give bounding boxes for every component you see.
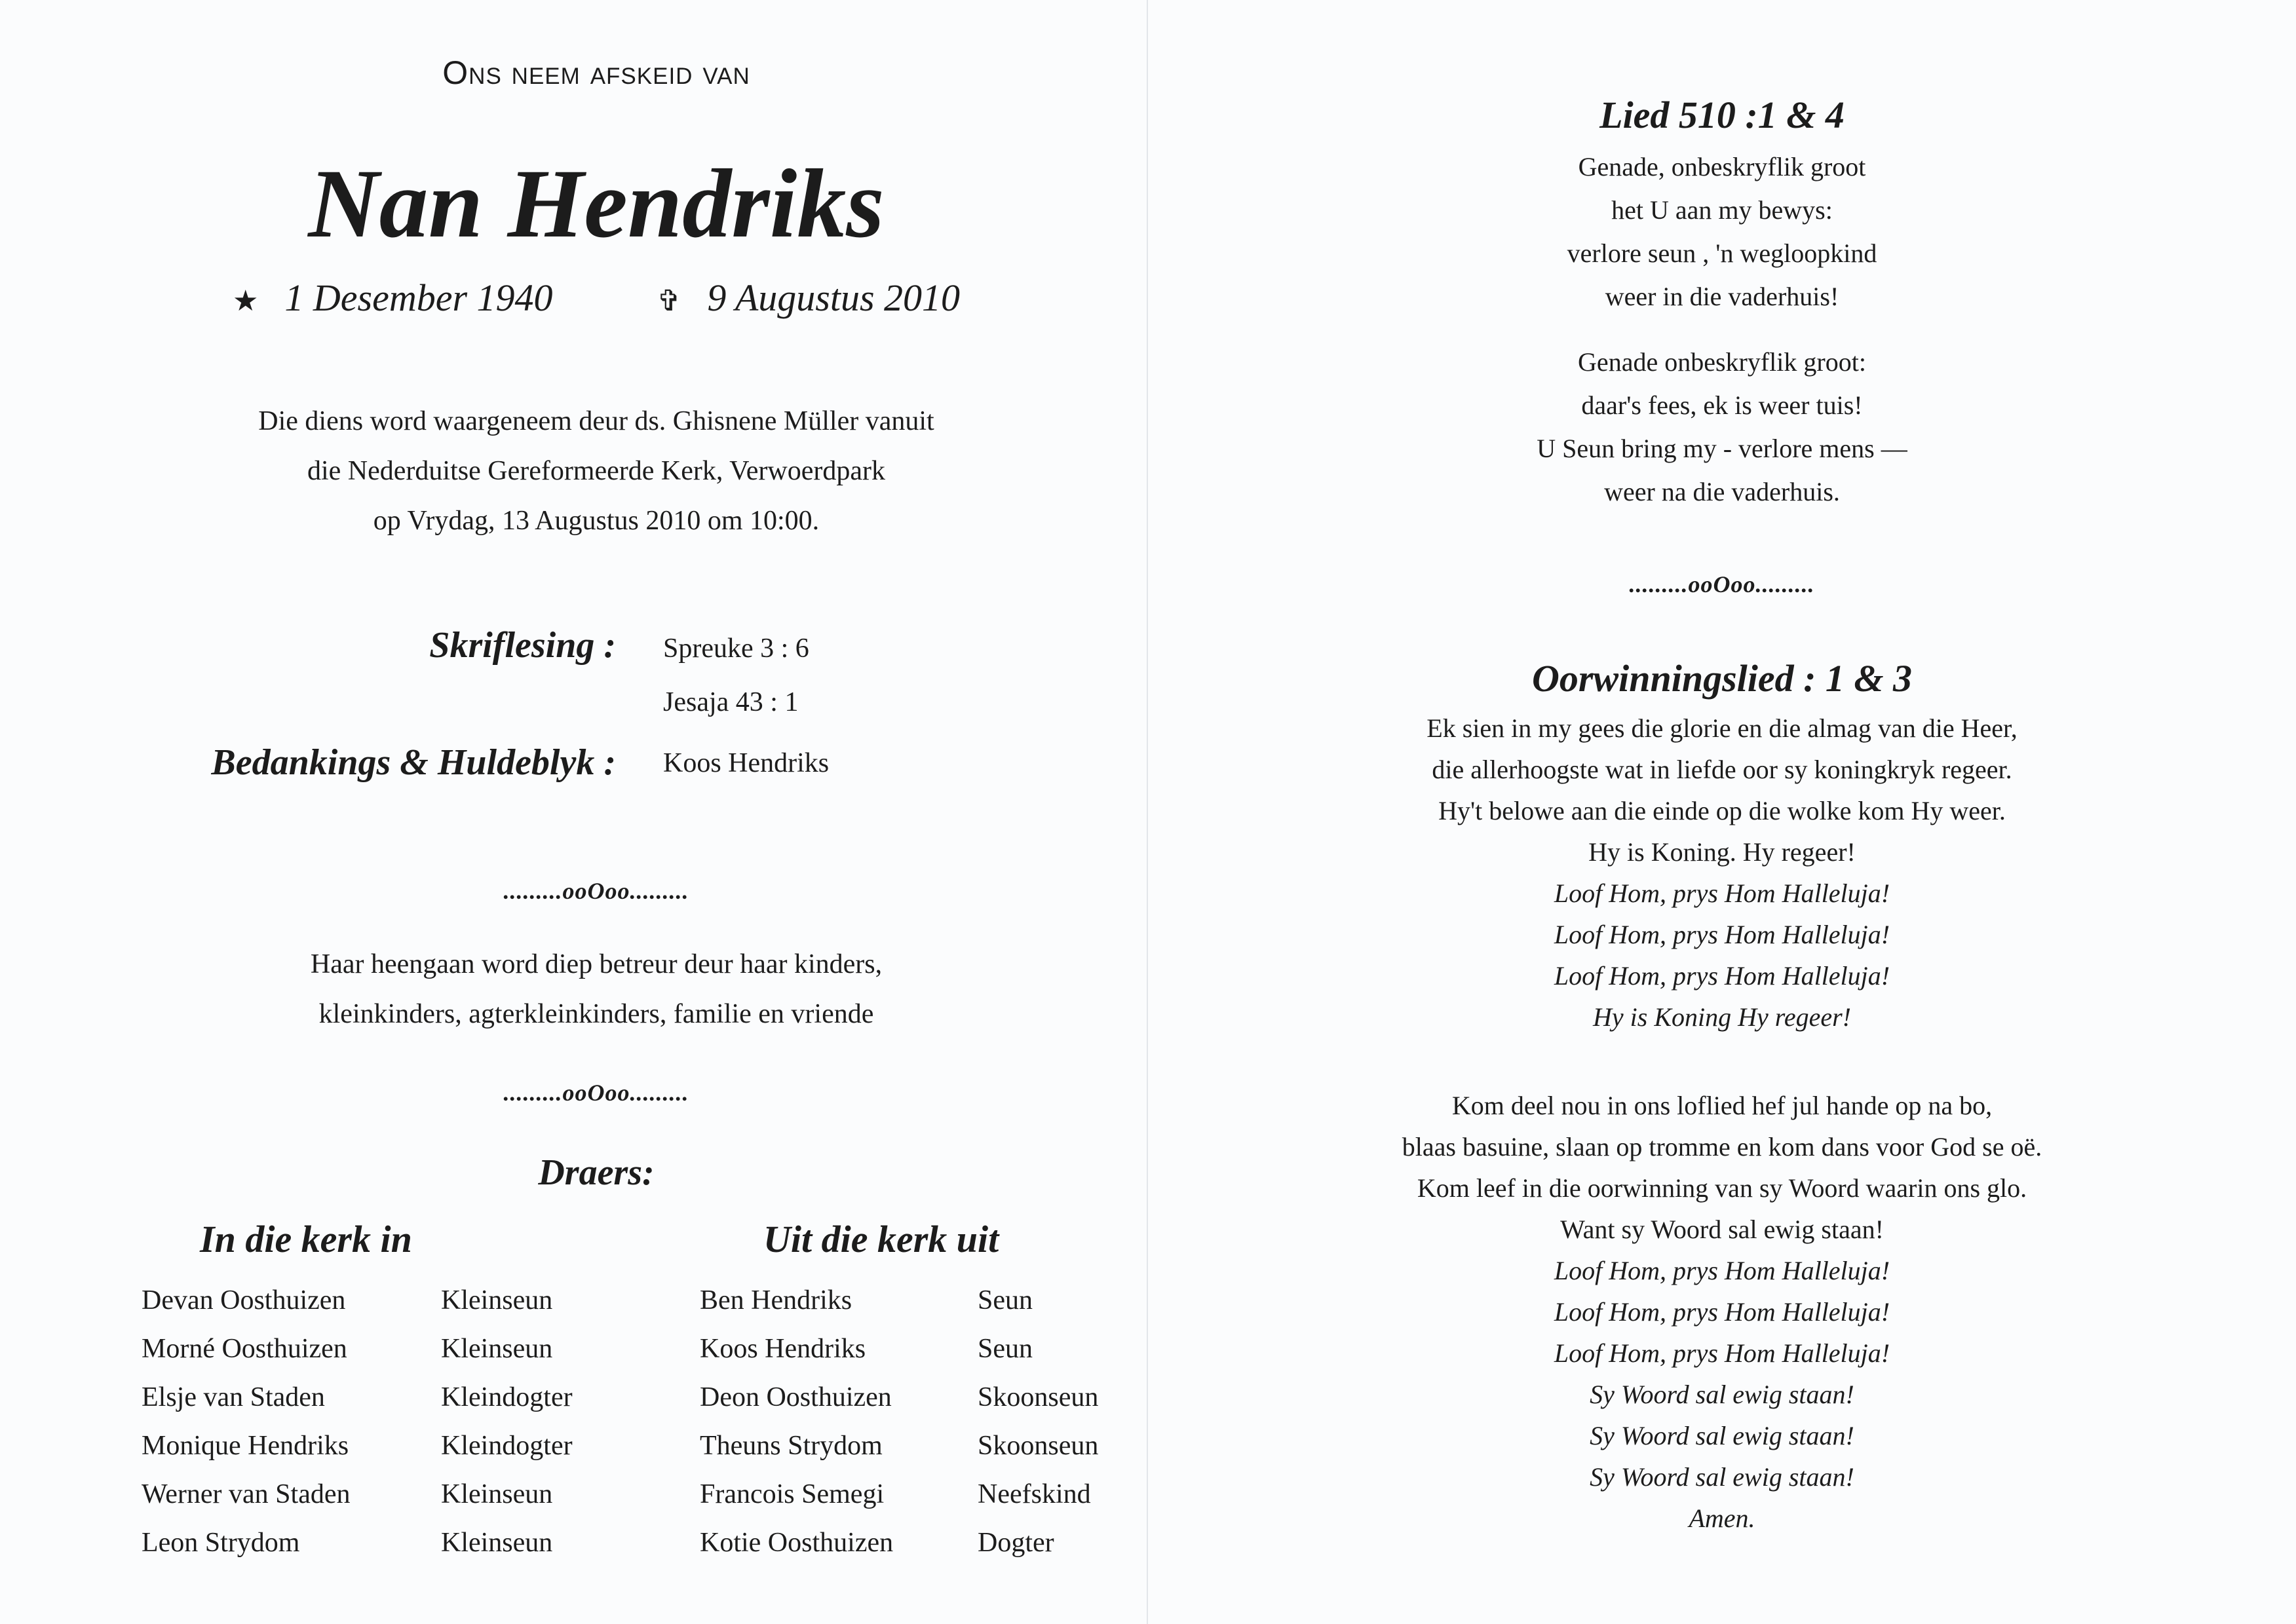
mourning-line: Haar heengaan word diep betreur deur haar kinders, — [310, 949, 883, 979]
table-cell-name: Kotie Oosthuizen — [700, 1528, 894, 1558]
skriflesing-label: Skriflesing : — [429, 625, 616, 666]
table-cell-relation: Dogter — [978, 1528, 1054, 1558]
lyric-line: Loof Hom, prys Hom Halleluja! — [1554, 920, 1890, 949]
lyric-line: Genade onbeskryflik groot: — [1578, 347, 1866, 377]
separator: .........ooOoo......... — [503, 878, 689, 904]
lyric-line: daar's fees, ek is weer tuis! — [1581, 390, 1863, 420]
lyric-line: Genade, onbeskryflik groot — [1578, 152, 1866, 181]
bedankings-label: Bedankings & Huldeblyk : — [211, 742, 616, 783]
skriflesing-value: Spreuke 3 : 6 — [663, 633, 809, 664]
table-cell-relation: Kleinseun — [441, 1285, 553, 1315]
lyric-line: Sy Woord sal ewig staan! — [1590, 1462, 1854, 1492]
death-date: 9 Augustus 2010 — [707, 276, 961, 319]
table-cell-relation: Seun — [978, 1334, 1033, 1364]
song1-verse2 — [1148, 341, 2296, 514]
lyric-line: Amen. — [1689, 1503, 1755, 1533]
farewell-heading: Ons neem afskeid van — [442, 54, 750, 91]
birth-date: 1 Desember 1940 — [284, 276, 553, 319]
pallbearers-title: Draers: — [538, 1152, 655, 1193]
table-cell-name: Devan Oosthuizen — [142, 1285, 346, 1315]
lyric-line: Want sy Woord sal ewig staan! — [1560, 1215, 1884, 1244]
bedankings-value: Koos Hendriks — [663, 748, 830, 778]
song2-title: Oorwinningslied : 1 & 3 — [1531, 657, 1913, 700]
life-dates — [0, 269, 1193, 331]
table-cell-name: Francois Semegi — [700, 1479, 885, 1509]
lyric-line: die allerhoogste wat in liefde oor sy koningkryk regeer. — [1432, 755, 2012, 784]
song2-verse3 — [1148, 1085, 2296, 1539]
table-cell-relation: Kleinseun — [441, 1479, 553, 1509]
table-cell-relation: Neefskind — [978, 1479, 1091, 1509]
death-cross-icon: ✞ — [657, 285, 681, 317]
table-cell-relation: Kleindogter — [441, 1382, 573, 1412]
birth-symbol-icon: ★ — [232, 285, 259, 317]
lyric-line: Loof Hom, prys Hom Halleluja! — [1554, 961, 1890, 991]
in-church-title: In die kerk in — [200, 1218, 412, 1260]
skriflesing-value: Jesaja 43 : 1 — [663, 687, 799, 717]
lyric-line: weer na die vaderhuis. — [1604, 477, 1840, 506]
service-details — [0, 396, 1193, 546]
lyric-line: Loof Hom, prys Hom Halleluja! — [1554, 1256, 1890, 1285]
table-cell-relation: Seun — [978, 1285, 1033, 1315]
table-cell-name: Monique Hendriks — [142, 1431, 349, 1461]
out-church-title: Uit die kerk uit — [763, 1218, 999, 1260]
lyric-line: verlore seun , 'n wegloopkind — [1567, 238, 1877, 268]
service-line: die Nederduitse Gereformeerde Kerk, Verwoerdpark — [307, 456, 885, 486]
separator: .........ooOoo......... — [503, 1080, 689, 1106]
table-cell-name: Werner van Staden — [142, 1479, 351, 1509]
lyric-line: Kom deel nou in ons loflied hef jul hande op na bo, — [1451, 1091, 1993, 1120]
song2-verse1 — [1148, 708, 2296, 1038]
right-page — [1148, 0, 2296, 1624]
lyric-line: Hy is Koning. Hy regeer! — [1588, 837, 1856, 867]
lyric-line: Kom leef in die oorwinning van sy Woord waarin ons glo. — [1417, 1173, 2027, 1203]
mourning-text — [0, 939, 1193, 1039]
table-cell-name: Deon Oosthuizen — [700, 1382, 892, 1412]
lyric-line: Sy Woord sal ewig staan! — [1590, 1421, 1854, 1450]
table-cell-relation: Kleindogter — [441, 1431, 573, 1461]
separator: .........ooOoo......... — [1629, 571, 1815, 597]
table-cell-name: Ben Hendriks — [700, 1285, 852, 1315]
lyric-line: Hy is Koning Hy regeer! — [1593, 1002, 1851, 1032]
song1-verse1 — [1148, 145, 2296, 318]
table-cell-name: Morné Oosthuizen — [142, 1334, 347, 1364]
lyric-line: weer in die vaderhuis! — [1605, 282, 1839, 311]
table-cell-relation: Skoonseun — [978, 1382, 1099, 1412]
song1-title: Lied 510 :1 & 4 — [1599, 94, 1845, 136]
table-cell-name: Koos Hendriks — [700, 1334, 866, 1364]
table-cell-name: Elsje van Staden — [142, 1382, 325, 1412]
lyric-line: Loof Hom, prys Hom Halleluja! — [1554, 1297, 1890, 1327]
table-cell-name: Leon Strydom — [142, 1528, 300, 1558]
lyric-line: het U aan my bewys: — [1611, 195, 1833, 225]
lyric-line: blaas basuine, slaan op tromme en kom dans voor God se oë. — [1402, 1132, 2042, 1161]
service-line: Die diens word waargeneem deur ds. Ghisnene Müller vanuit — [258, 406, 934, 436]
lyric-line: Hy't belowe aan die einde op die wolke kom Hy weer. — [1438, 796, 2006, 825]
service-line: op Vrydag, 13 Augustus 2010 om 10:00. — [373, 506, 820, 536]
lyric-line: Sy Woord sal ewig staan! — [1590, 1380, 1854, 1409]
deceased-name: Nan Hendriks — [308, 149, 885, 258]
pallbearers-table — [0, 1276, 1148, 1591]
lyric-line: U Seun bring my - verlore mens — — [1537, 434, 1907, 463]
table-cell-name: Theuns Strydom — [700, 1431, 883, 1461]
table-cell-relation: Skoonseun — [978, 1431, 1099, 1461]
table-cell-relation: Kleinseun — [441, 1334, 553, 1364]
lyric-line: Loof Hom, prys Hom Halleluja! — [1554, 1338, 1890, 1368]
lyric-line: Loof Hom, prys Hom Halleluja! — [1554, 878, 1890, 908]
table-cell-relation: Kleinseun — [441, 1528, 553, 1558]
mourning-line: kleinkinders, agterkleinkinders, familie en vriende — [318, 999, 874, 1029]
lyric-line: Ek sien in my gees die glorie en die almag van die Heer, — [1426, 713, 2018, 743]
